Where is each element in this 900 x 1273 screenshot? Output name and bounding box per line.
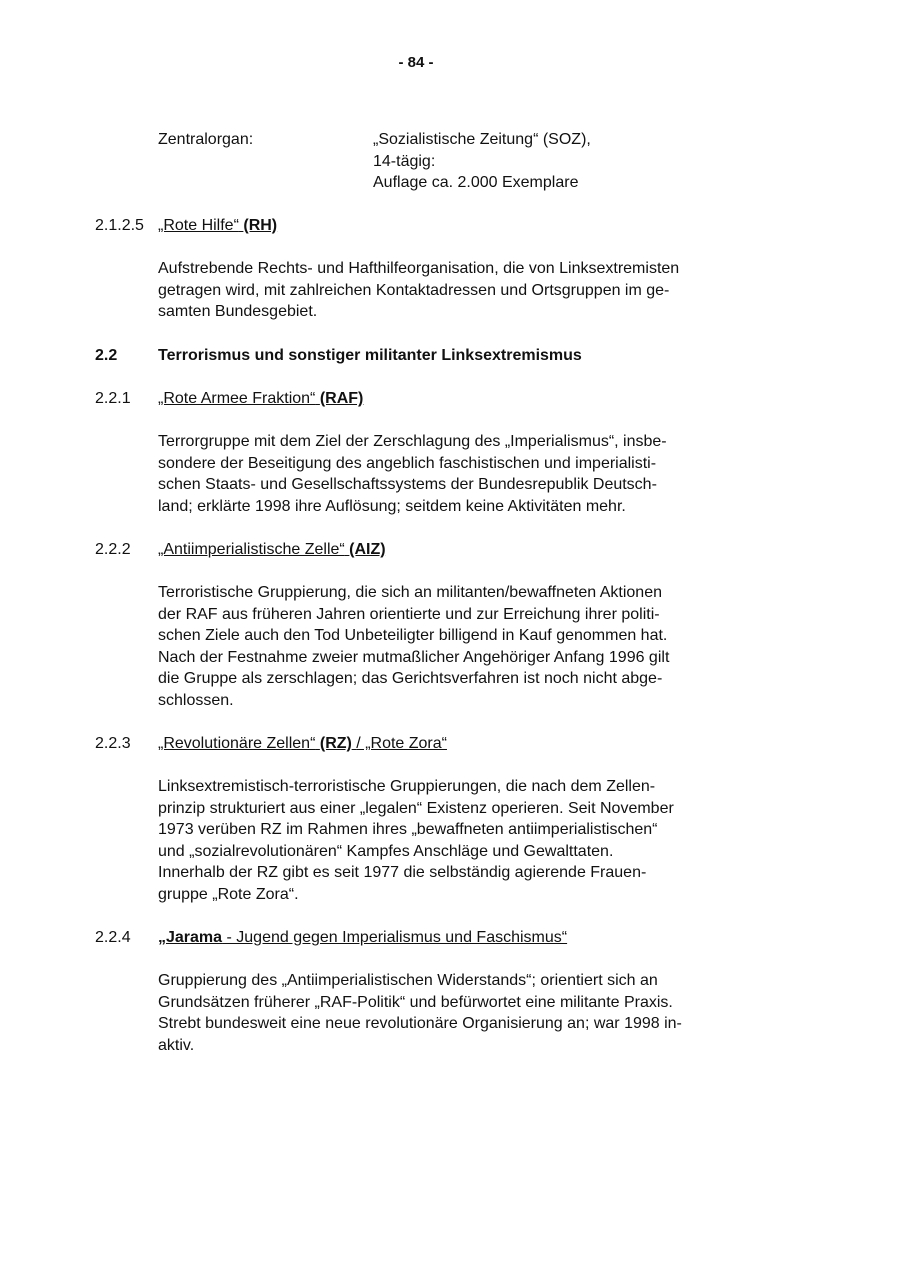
text-line: Terrorgruppe mit dem Ziel der Zerschlagung des „Imperialismus“, insbe- xyxy=(158,433,667,450)
text-line: Innerhalb der RZ gibt es seit 1977 die selbständig agierende Frauen- xyxy=(158,864,647,881)
title-bold: „Jarama xyxy=(158,929,223,946)
title-text: „Rote Hilfe“ xyxy=(158,217,239,234)
organ-label: Zentralorgan: xyxy=(158,131,254,148)
section-number: 2.2.3 xyxy=(95,735,131,752)
paragraph-rote-hilfe xyxy=(158,258,758,323)
section-title xyxy=(158,735,447,752)
title-text: „Revolutionäre Zellen“ xyxy=(158,735,316,752)
title-suffix: / „Rote Zora“ xyxy=(356,735,447,752)
heading-aiz xyxy=(95,539,386,560)
organ-line: Auflage ca. 2.000 Exemplare xyxy=(373,174,579,191)
section-number: 2.2.1 xyxy=(95,390,131,407)
organ-values xyxy=(373,129,773,194)
section-title xyxy=(158,541,386,558)
section-number: 2.1.2.5 xyxy=(95,217,144,234)
text-line: samten Bundesgebiet. xyxy=(158,303,318,320)
text-line: Grundsätzen früherer „RAF-Politik“ und befürwortet eine militante Praxis. xyxy=(158,993,673,1011)
section-number: 2.2 xyxy=(95,347,118,364)
paragraph-raf xyxy=(158,431,758,517)
section-title: Terrorismus und sonstiger militanter Linksextremismus xyxy=(158,347,582,364)
heading-raf xyxy=(95,388,363,409)
text-line: aktiv. xyxy=(158,1036,195,1054)
text-line: Nach der Festnahme zweier mutmaßlicher Angehöriger Anfang 1996 gilt xyxy=(158,648,670,666)
title-abbr: (RH) xyxy=(243,217,278,234)
paragraph-aiz xyxy=(158,582,758,711)
text-line: Linksextremistisch-terroristische Gruppierungen, die nach dem Zellen- xyxy=(158,778,656,795)
section-title xyxy=(158,217,277,234)
organ-line: 14-tägig: xyxy=(373,152,436,170)
section-title xyxy=(158,929,567,946)
text-line: getragen wird, mit zahlreichen Kontaktadressen und Ortsgruppen im ge- xyxy=(158,281,670,299)
text-line: der RAF aus früheren Jahren orientierte und zur Erreichung ihrer politi- xyxy=(158,605,660,623)
text-line: sondere der Beseitigung des angeblich faschistischen und imperialisti- xyxy=(158,454,657,472)
title-text: „Rote Armee Fraktion“ xyxy=(158,390,316,407)
text-line: prinzip strukturiert aus einer „legalen“ Existenz operieren. Seit November xyxy=(158,799,674,817)
title-abbr: (AIZ) xyxy=(349,541,386,558)
title-rest: - Jugend gegen Imperialismus und Faschismus“ xyxy=(222,929,568,946)
text-line: schlossen. xyxy=(158,691,234,709)
title-text: „Antiimperialistische Zelle“ xyxy=(158,541,345,558)
text-line: gruppe „Rote Zora“. xyxy=(158,885,299,903)
title-abbr: (RZ) xyxy=(319,735,352,752)
section-number: 2.2.4 xyxy=(95,929,131,946)
text-line: Terroristische Gruppierung, die sich an militanten/bewaffneten Aktionen xyxy=(158,584,662,601)
heading-rz xyxy=(95,733,447,754)
text-line: und „sozialrevolutionären“ Kampfes Anschläge und Gewalttaten. xyxy=(158,842,614,860)
page-number: - 84 - xyxy=(398,54,434,71)
heading-jarama xyxy=(95,927,567,948)
section-number: 2.2.2 xyxy=(95,541,131,558)
paragraph-rz xyxy=(158,776,758,905)
heading-rote-hilfe xyxy=(95,215,277,236)
title-abbr: (RAF) xyxy=(319,390,364,407)
text-line: schen Ziele auch den Tod Unbeteiligter billigend in Kauf genommen hat. xyxy=(158,627,668,644)
text-line: Aufstrebende Rechts- und Hafthilfeorganisation, die von Linksextremisten xyxy=(158,260,680,277)
organ-line: „Sozialistische Zeitung“ (SOZ), xyxy=(373,131,591,148)
text-line: 1973 verüben RZ im Rahmen ihres „bewaffneten antiimperialistischen“ xyxy=(158,821,658,838)
text-line: land; erklärte 1998 ihre Auflösung; seitdem keine Aktivitäten mehr. xyxy=(158,497,626,515)
text-line: Gruppierung des „Antiimperialistischen Widerstands“; orientiert sich an xyxy=(158,972,658,989)
section-title xyxy=(158,390,363,407)
heading-terrorismus xyxy=(95,345,582,366)
text-line: schen Staats- und Gesellschaftssystems der Bundesrepublik Deutsch- xyxy=(158,476,657,493)
text-line: die Gruppe als zerschlagen; das Gerichtsverfahren ist noch nicht abge- xyxy=(158,670,663,687)
text-line: Strebt bundesweit eine neue revolutionäre Organisierung an; war 1998 in- xyxy=(158,1015,682,1032)
paragraph-jarama xyxy=(158,970,758,1056)
